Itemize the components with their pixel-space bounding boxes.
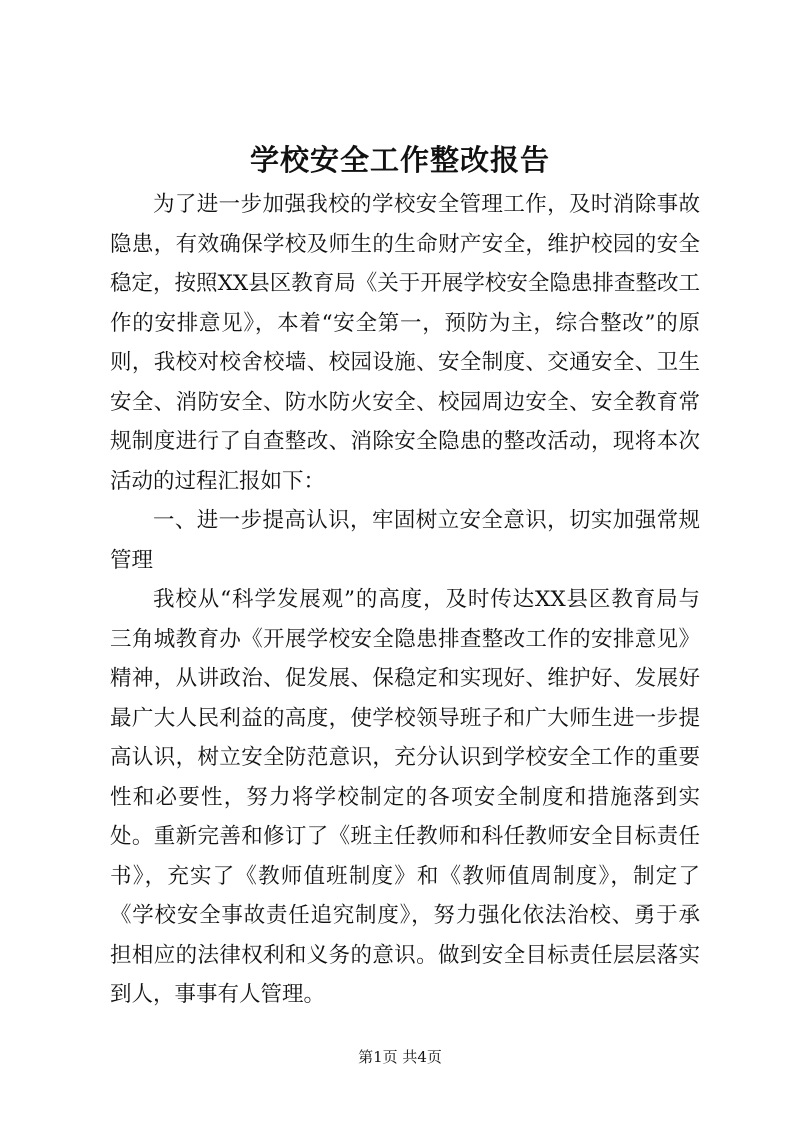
intro-paragraph: 为了进一步加强我校的学校安全管理工作，及时消除事故隐患，有效确保学校及师生的生命财产安全，维护校园的安全稳定，按照XX县区教育局《关于开展学校安全隐患排查整改工作的安排意见》，本着“安全第一，预防为主，综合整改”的原则，我校对校舍校墙、校园设施、安全制度、交通安全、卫生安全、消防安全、防水防火安全、校园周边安全、安全教育常规制度进行了自查整改、消除安全隐患的整改活动，现将本次活动的过程汇报如下：: [110, 192, 700, 494]
section-1-paragraph: 我校从“科学发展观”的高度，及时传达XX县区教育局与三角城教育办《开展学校安全隐患排查整改工作的安排意见》精神，从讲政治、促发展、保稳定和实现好、维护好、发展好最广大人民利益的高度，使学校领导班子和广大师生进一步提高认识，树立安全防范意识，充分认识到学校安全工作的重要性和必要性，努力将学校制定的各项安全制度和措施落到实处。重新完善和修订了《班主任教师和科任教师安全目标责任书》，充实了《教师值班制度》和《教师值周制度》，制定了《学校安全事故责任追究制度》，努力强化依法治校、勇于承担相应的法律权利和义务的意识。做到安全目标责任层层落实到人，事事有人管理。: [110, 587, 700, 1007]
section-heading-1: 一、进一步提高认识，牢固树立安全意识，切实加强常规管理: [110, 508, 700, 573]
document-body: [110, 185, 700, 1015]
page-footer: 第1页 共4页: [358, 1048, 442, 1066]
document-title: 学校安全工作整改报告: [249, 143, 550, 177]
